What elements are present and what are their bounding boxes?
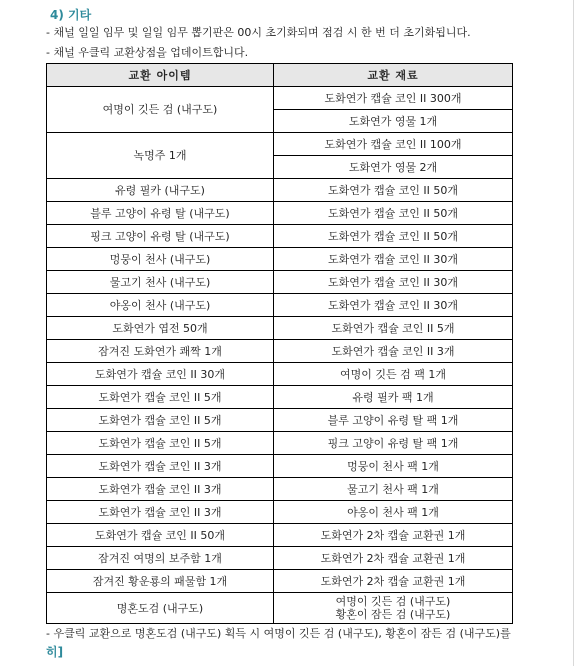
table-row — [47, 133, 513, 156]
table-row — [47, 524, 513, 547]
exchange-material-cell: 도화연가 영물 2개 — [274, 156, 513, 179]
table-row — [47, 294, 513, 317]
table-row — [47, 340, 513, 363]
exchange-item-cell: 여명이 깃든 검 (내구도) — [47, 87, 274, 133]
table-row — [47, 570, 513, 593]
exchange-material-cell: 도화연가 캡슐 코인 II 50개 — [274, 179, 513, 202]
table-row — [47, 363, 513, 386]
table-row — [47, 478, 513, 501]
exchange-table — [46, 63, 513, 624]
exchange-material-cell: 여명이 깃든 검 팩 1개 — [274, 363, 513, 386]
exchange-item-cell: 도화연가 캡슐 코인 II 3개 — [47, 501, 274, 524]
exchange-item-cell: 명혼도검 (내구도) — [47, 593, 274, 624]
exchange-table-body — [47, 87, 513, 624]
exchange-material-cell: 도화연가 캡슐 코인 II 3개 — [274, 340, 513, 363]
note-exchange-update: - 채널 우클릭 교환상점을 업데이트합니다. — [46, 46, 249, 59]
table-header-row — [47, 64, 513, 87]
table-row — [47, 87, 513, 110]
exchange-item-cell: 도화연가 캡슐 코인 II 5개 — [47, 432, 274, 455]
exchange-item-cell: 핑크 고양이 유령 탈 (내구도) — [47, 225, 274, 248]
table-row — [47, 455, 513, 478]
page-right-border — [573, 0, 574, 666]
table-row — [47, 432, 513, 455]
exchange-material-cell: 물고기 천사 팩 1개 — [274, 478, 513, 501]
exchange-item-cell: 야옹이 천사 (내구도) — [47, 294, 274, 317]
table-row — [47, 248, 513, 271]
table-row — [47, 271, 513, 294]
table-row — [47, 386, 513, 409]
exchange-item-cell: 블루 고양이 유령 탈 (내구도) — [47, 202, 274, 225]
exchange-item-cell: 녹명주 1개 — [47, 133, 274, 179]
header-exchange-material: 교환 재료 — [274, 64, 513, 87]
table-row — [47, 547, 513, 570]
exchange-item-cell: 물고기 천사 (내구도) — [47, 271, 274, 294]
exchange-material-cell — [274, 593, 513, 624]
table-row — [47, 501, 513, 524]
exchange-material-cell: 핑크 고양이 유령 탈 팩 1개 — [274, 432, 513, 455]
exchange-material-cell: 도화연가 2차 캡슐 교환권 1개 — [274, 547, 513, 570]
exchange-material-cell: 도화연가 캡슐 코인 II 30개 — [274, 248, 513, 271]
exchange-material-cell: 도화연가 캡슐 코인 II 300개 — [274, 87, 513, 110]
exchange-material-cell: 도화연가 영물 1개 — [274, 110, 513, 133]
exchange-item-cell: 유령 필카 (내구도) — [47, 179, 274, 202]
exchange-material-cell: 도화연가 캡슐 코인 II 100개 — [274, 133, 513, 156]
exchange-item-cell: 도화연가 캡슐 코인 II 3개 — [47, 455, 274, 478]
table-row — [47, 317, 513, 340]
footer-note-continued: 히] — [46, 645, 64, 659]
table-row — [47, 202, 513, 225]
exchange-material-cell: 도화연가 2차 캡슐 교환권 1개 — [274, 570, 513, 593]
footer-note: - 우클릭 교환으로 명혼도검 (내구도) 획득 시 여명이 깃든 검 (내구도), 황혼이 잠든 검 (내구도)를 — [46, 627, 511, 640]
exchange-item-cell: 도화연가 캡슐 코인 II 3개 — [47, 478, 274, 501]
exchange-material-cell: 도화연가 2차 캡슐 교환권 1개 — [274, 524, 513, 547]
exchange-item-cell: 도화연가 캡슐 코인 II 30개 — [47, 363, 274, 386]
exchange-material-cell: 도화연가 캡슐 코인 II 50개 — [274, 202, 513, 225]
exchange-material-line: 여명이 깃든 검 (내구도) — [335, 595, 451, 608]
exchange-material-cell: 야옹이 천사 팩 1개 — [274, 501, 513, 524]
table-row — [47, 409, 513, 432]
exchange-material-cell: 도화연가 캡슐 코인 II 30개 — [274, 294, 513, 317]
exchange-material-line: 황혼이 잠든 검 (내구도) — [335, 608, 451, 621]
table-row — [47, 179, 513, 202]
exchange-material-cell: 도화연가 캡슐 코인 II 30개 — [274, 271, 513, 294]
exchange-material-cell: 멍뭉이 천사 팩 1개 — [274, 455, 513, 478]
exchange-material-cell: 도화연가 캡슐 코인 II 50개 — [274, 225, 513, 248]
exchange-item-cell: 도화연가 캡슐 코인 II 5개 — [47, 386, 274, 409]
exchange-item-cell: 잠겨진 여명의 보주함 1개 — [47, 547, 274, 570]
note-daily-reset: - 채널 일일 임무 및 일일 임무 뽑기판은 00시 초기화되며 점검 시 한 번 더 초기화됩니다. — [46, 26, 471, 39]
exchange-material-cell: 블루 고양이 유령 탈 팩 1개 — [274, 409, 513, 432]
exchange-item-cell: 잠겨진 황운룡의 패물함 1개 — [47, 570, 274, 593]
section-title: 4) 기타 — [50, 8, 92, 22]
exchange-item-cell: 도화연가 캡슐 코인 II 5개 — [47, 409, 274, 432]
table-row — [47, 225, 513, 248]
exchange-item-cell: 멍뭉이 천사 (내구도) — [47, 248, 274, 271]
exchange-item-cell: 잠겨진 도화연가 쾌짝 1개 — [47, 340, 274, 363]
header-exchange-item: 교환 아이템 — [47, 64, 274, 87]
table-row — [47, 593, 513, 624]
exchange-item-cell: 도화연가 엽전 50개 — [47, 317, 274, 340]
exchange-material-cell: 유령 필카 팩 1개 — [274, 386, 513, 409]
exchange-item-cell: 도화연가 캡슐 코인 II 50개 — [47, 524, 274, 547]
exchange-material-cell: 도화연가 캡슐 코인 II 5개 — [274, 317, 513, 340]
